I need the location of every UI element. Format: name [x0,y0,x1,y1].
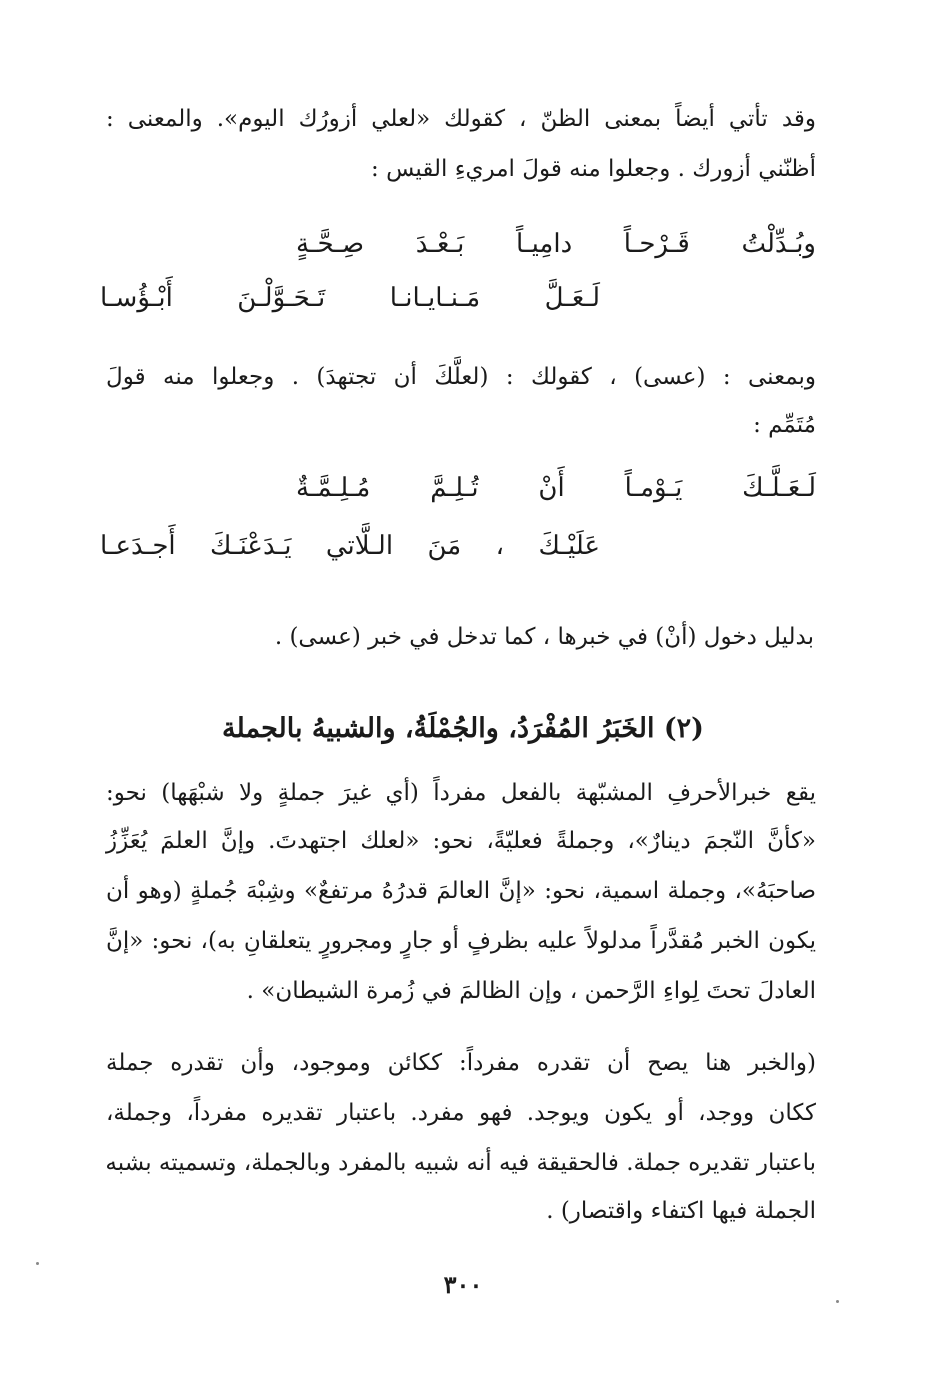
paragraph-4-line-3: صاحبَهُ»، وجملة اسمية، نحو: «إنَّ العالمَ قدرُهُ مرتفعٌ» وشِبْهَ جُملةٍ (وهو أن [106,878,816,904]
paragraph-4-line-1: يقع خبرالأحرفِ المشبّهة بالفعل مفرداً (أي غيرَ جملةٍ ولا شبْهَها) نحو: [106,780,816,806]
paragraph-3-line-1: بدليل دخول (أنْ) في خبرها ، كما تدخل في خبر (عسى) . [274,624,814,650]
paragraph-5-line-4: الجملة فيها اكتفاء واقتصار) . [546,1198,816,1224]
scan-speck [36,1262,39,1265]
section-heading: (٢) الخَبَرُ المُفْرَدُ، والجُمْلَةُ، والشبيهُ بالجملة [222,713,704,744]
paragraph-5-line-3: باعتبار تقديره جملة. فالحقيقة فيه أنه شبيه بالمفرد وبالجملة، وتسميته بشبه [105,1150,816,1176]
verse-2-hemistich-2: عَلَيْـكَ ، مَنَ الـلَّاتي يَـدَعْنَـكَ أَجـدَعـا [100,531,600,561]
paragraph-1-line-1: وقد تأتي أيضاً بمعنى الظنّ ، كقولك «لعلي أزورُك اليوم». والمعنى : [106,106,816,132]
paragraph-1-line-2: أظنّني أزورك . وجعلوا منه قولَ امريءِ القيس : [371,156,816,182]
paragraph-4-line-2: «كأنَّ النّجمَ دينارٌ»، وجملةً فعليّةً، نحو: «لعلك اجتهدتَ. وإنَّ العلمَ يُعَزِّزُ [106,828,816,854]
verse-1-hemistich-1: وبُـدِّلْتُ قَـرْحـاً دامِيـاً بَـعْـدَ صِـحَّـةٍ [296,229,816,259]
verse-2-hemistich-1: لَـعَـلَّـكَ يَـوْمـاً أَنْ تُـلِـمَّ مُـلِـمَّـةٌ [296,473,816,503]
scan-speck [836,1300,839,1303]
paragraph-2-line-1: وبمعنى : (عسى) ، كقولك : (لعلَّكَ أن تجتهدَ) . وجعلوا منه قولَ [106,364,816,390]
paragraph-5-line-1: (والخبر هنا يصح أن تقدره مفرداً: ككائن وموجود، وأن تقدره جملة [106,1050,816,1076]
page-number: ٣٠٠ [443,1270,483,1299]
paragraph-5-line-2: ككان ووجد، أو يكون ويوجد. فهو مفرد. باعتبار تقديره مفرداً، وجملة، [106,1100,816,1126]
verse-1-hemistich-2: لَـعَـلَّ مَـنـايـانـا تَـحَـوَّلْـنَ أَبْـؤُسـا [100,283,600,313]
paragraph-2-line-2: مُتَمِّم : [753,412,816,438]
paragraph-4-line-5: العادلَ تحتَ لِواءِ الرَّحمن ، وإن الظالمَ في زُمرة الشيطان» . [246,978,816,1004]
paragraph-4-line-4: يكون الخبر مُقدَّراً مدلولاً عليه بظرفٍ أو جارٍ ومجرورٍ يتعلقانِ به)، نحو: «إنَّ [106,928,816,954]
